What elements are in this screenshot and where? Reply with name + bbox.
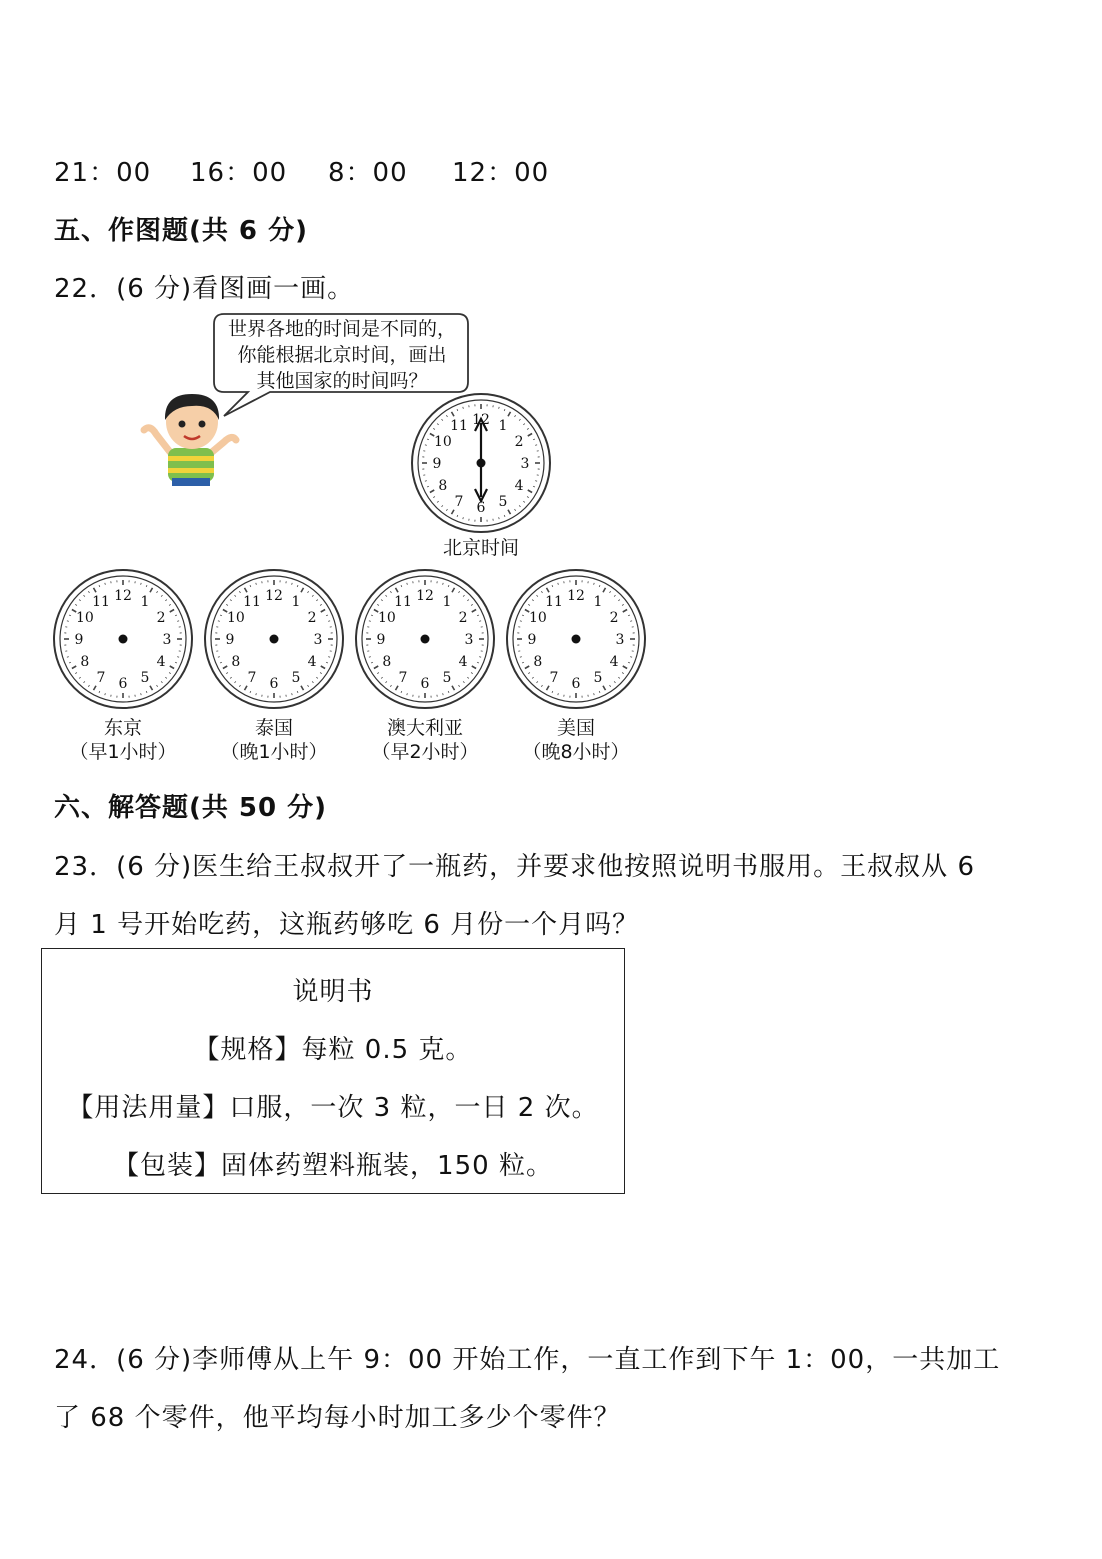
clock-number: 9 (376, 632, 386, 648)
clock-thailand[interactable] (203, 568, 345, 710)
clock-number: 7 (398, 670, 408, 687)
city-offset: （早2小时） (371, 741, 479, 763)
q23-line1: 23．(6 分)医生给王叔叔开了一瓶药，并要求他按照说明书服用。王叔叔从 6 (54, 852, 975, 882)
manual-title: 说明书 (292, 977, 374, 1007)
q23-line2: 月 1 号开始吃药，这瓶药够吃 6 月份一个月吗？ (54, 910, 640, 940)
clock-number: 2 (458, 610, 468, 626)
city-label-thailand (199, 716, 349, 764)
clock-number: 1 (140, 593, 150, 610)
clock-number: 3 (313, 632, 323, 648)
clock-number: 1 (291, 593, 301, 610)
q22-stem: 22．(6 分)看图画一画。 (54, 274, 355, 304)
clock-number: 9 (527, 632, 537, 648)
clock-number: 11 (394, 593, 412, 610)
clock-number: 2 (609, 610, 619, 626)
clock-number: 12 (472, 412, 490, 428)
clock-number: 10 (377, 610, 396, 626)
clock-number: 9 (432, 456, 442, 472)
clock-number: 11 (243, 593, 261, 610)
clock-number: 4 (307, 654, 317, 670)
clock-usa[interactable] (505, 568, 647, 710)
clock-number: 10 (528, 610, 547, 626)
clock-number: 3 (162, 632, 172, 648)
time-item: 8：00 (328, 158, 408, 188)
clock-number: 12 (114, 588, 132, 604)
clock-number: 10 (433, 434, 452, 450)
clock-number: 1 (498, 417, 508, 434)
clock-number: 1 (593, 593, 603, 610)
city-offset: （早1小时） (69, 741, 177, 763)
q24-line1: 24．(6 分)李师傅从上午 9：00 开始工作，一直工作到下午 1：00，一共加工 (54, 1345, 1001, 1375)
clock-number: 5 (442, 670, 452, 687)
medicine-manual (41, 948, 625, 1194)
clock-number: 5 (291, 670, 301, 687)
clock-number: 7 (454, 494, 464, 511)
clock-number: 8 (231, 654, 241, 670)
section6-title: 六、解答题(共 50 分) (54, 793, 328, 823)
bubble-line: 你能根据北京时间，画出 (237, 344, 447, 366)
clock-number: 5 (593, 670, 603, 687)
clock-number: 5 (498, 494, 508, 511)
city-offset: （晚8小时） (522, 741, 630, 763)
bubble-line: 世界各地的时间是不同的， (227, 318, 456, 340)
clock-number: 6 (571, 676, 581, 692)
clock-number: 10 (226, 610, 245, 626)
clock-number: 4 (514, 478, 524, 494)
clock-number: 6 (476, 500, 486, 516)
clock-number: 9 (225, 632, 235, 648)
clock-number: 2 (307, 610, 317, 626)
clock-number: 2 (156, 610, 166, 626)
time-item: 12：00 (452, 158, 550, 188)
clock-number: 4 (156, 654, 166, 670)
clock-number: 3 (464, 632, 474, 648)
clock-number: 2 (514, 434, 524, 450)
clock-number: 7 (247, 670, 257, 687)
clock-number: 12 (265, 588, 283, 604)
boy-illustration (140, 390, 242, 488)
times-row (54, 152, 549, 189)
clock-australia[interactable] (354, 568, 496, 710)
clock-number: 1 (442, 593, 452, 610)
clock-number: 3 (615, 632, 625, 648)
city-name: 泰国 (254, 717, 293, 739)
clock-number: 8 (438, 478, 448, 494)
clock-number: 7 (96, 670, 106, 687)
clock-number: 8 (80, 654, 90, 670)
bubble-text (214, 316, 470, 394)
section5-title: 五、作图题(共 6 分) (54, 216, 308, 246)
city-name: 澳大利亚 (386, 717, 463, 739)
city-label-usa (501, 716, 651, 764)
clock-number: 4 (609, 654, 619, 670)
clock-number: 11 (92, 593, 110, 610)
city-label-australia (350, 716, 500, 764)
clock-number: 11 (450, 417, 468, 434)
manual-spec: 【规格】每粒 0.5 克。 (193, 1035, 473, 1065)
clock-number: 4 (458, 654, 468, 670)
time-item: 21：00 (54, 158, 152, 188)
city-name: 美国 (556, 717, 595, 739)
clock-number: 8 (533, 654, 543, 670)
clock-number: 6 (118, 676, 128, 692)
manual-usage: 【用法用量】口服，一次 3 粒，一日 2 次。 (67, 1093, 599, 1123)
clock-number: 5 (140, 670, 150, 687)
clock-number: 11 (545, 593, 563, 610)
clock-number: 10 (75, 610, 94, 626)
beijing-clock (410, 392, 552, 534)
clock-number: 6 (269, 676, 279, 692)
city-name: 东京 (103, 717, 142, 739)
city-label-tokyo (48, 716, 198, 764)
manual-package: 【包装】固体药塑料瓶装，150 粒。 (113, 1151, 553, 1181)
clock-number: 9 (74, 632, 84, 648)
clock-tokyo[interactable] (52, 568, 194, 710)
bubble-line: 其他国家的时间吗？ (256, 370, 428, 392)
clock-number: 6 (420, 676, 430, 692)
clock-number: 12 (416, 588, 434, 604)
city-offset: （晚1小时） (220, 741, 328, 763)
clock-number: 7 (549, 670, 559, 687)
beijing-label: 北京时间 (442, 537, 519, 559)
time-item: 16：00 (190, 158, 288, 188)
q24-line2: 了 68 个零件，他平均每小时加工多少个零件？ (54, 1403, 621, 1433)
clock-number: 12 (567, 588, 585, 604)
clock-number: 8 (382, 654, 392, 670)
clock-number: 3 (520, 456, 530, 472)
